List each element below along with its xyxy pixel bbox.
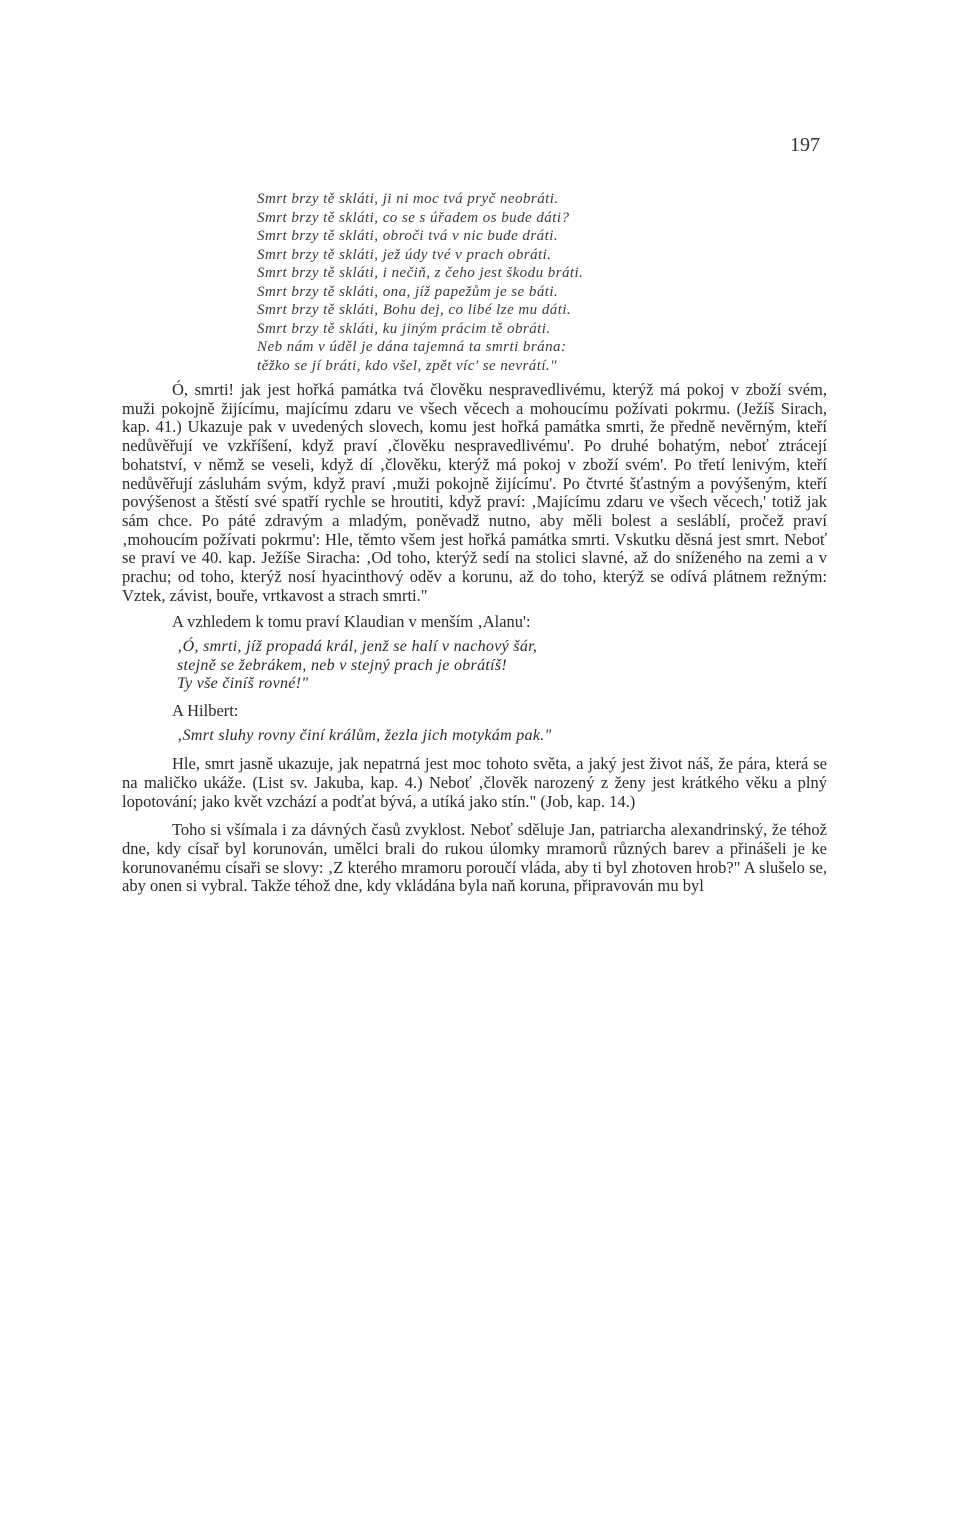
- page-number: 197: [790, 134, 820, 156]
- verse-line: Smrt brzy tě skláti, Bohu dej, co libé lze mu dáti.: [257, 302, 572, 318]
- quote-line: stejně se žebrákem, neb v stejný prach je obrátíš!: [177, 656, 508, 674]
- verse-line: těžko se jí bráti, kdo všel, zpět víc' se nevrátí.": [257, 357, 557, 374]
- verse-line: Smrt brzy tě skláti, co se s úřadem os bude dáti?: [257, 209, 570, 226]
- verse-line: Smrt brzy tě skláti, ona, jíž papežům je se báti.: [257, 283, 559, 300]
- verse-line: Smrt brzy tě skláti, jež údy tvé v prach obráti.: [257, 246, 552, 263]
- quote-hilbert: [177, 727, 827, 746]
- paragraph-vanity: Hle, smrt jasně ukazuje, jak nepatrná jest moc tohoto světa, a jaký jest život náš, že pára, která se na maličko ukáže. (List sv. Jakuba, kap. 4.) Neboť ‚člověk narozený z ženy jest krátkého věku a plný lopotování; jako květ vzchází a podťat bývá, a utíká jako stín." (Job, kap. 14.): [122, 754, 827, 811]
- page-body: [122, 190, 827, 896]
- intro-klaudian: A vzhledem k tomu praví Klaudian v menším ‚Alanu':: [172, 612, 531, 632]
- paragraph-death-memory: Ó, smrti! jak jest hořká památka tvá člověku nespravedlivému, kterýž má pokoj v zboží svém, muži pokojně žijícímu, majícímu zdaru ve všech věcech a mohoucímu požívati pokrmu. (Ježíš Sirach, kap. 41.) Ukazuje pak v uvedených slovech, komu jest hořká památka smrti, že předně nevěrným, kteří nedůvěřují ve vzkříšení, když praví ‚člověku nespravedlivému'. Po druhé bohatým, neboť ztrácejí bohatství, v němž se veseli, když dí ‚člověku, kterýž má pokoj v zboží svém'. Po třetí lenivým, kteří nedůvěřují zásluhám svým, když praví ‚muži pokojně žijícímu'. Po čtvrté šťastným a povýšeným, kteří povýšenost a štěstí své spatří rychle se hroutiti, když praví: ‚Majícímu zdaru ve všech věcech,' totiž jak sám chce. Po páté zdravým a mladým, poněvadž nutno, aby měli bolest a sesláblí, pročež praví ‚mohoucím požívati pokrmu': Hle, těmto všem jest hořká památka smrti. Vskutku děsná jest smrt. Neboť se praví ve 40. kap. Ježíše Siracha: ‚Od toho, kterýž sedí na stolici slavné, až do sníženého na zemi a v prachu; od toho, kterýž nosí hyacinthový oděv a korunu, až do toho, kterýž se odívá plátnem režným: Vztek, závist, bouře, vrtkavost a strach smrti.": [122, 380, 827, 605]
- paragraph-emperor: Toho si všímala i za dávných časů zvyklost. Neboť sděluje Jan, patriarcha alexandrinský, že téhož dne, kdy císař byl korunován, umělci brali do rukou úlomky mramorů různých barev a přinášeli je ke korunovanému císaři se slovy: ‚Z kterého mramoru poroučí vláda, aby ti byl zhotoven hrob?" A slušelo se, aby onen si vybral. Takže téhož dne, kdy vkládána byla naň koruna, připravován mu byl: [122, 820, 827, 896]
- quote-line: ‚Ó, smrti, jíž propadá král, jenž se halí v nachový šár,: [177, 638, 538, 656]
- verse-block: [257, 190, 827, 375]
- verse-line: Smrt brzy tě skláti, ji ni moc tvá pryč neobráti.: [257, 191, 559, 207]
- verse-line: Smrt brzy tě skláti, obroči tvá v nic bude dráti.: [257, 228, 559, 244]
- verse-line: Smrt brzy tě skláti, ku jiným prácim tě obráti.: [257, 320, 551, 337]
- intro-hilbert: A Hilbert:: [172, 700, 239, 720]
- quote-line: Ty vše činíš rovné!": [177, 675, 309, 693]
- verse-line: Smrt brzy tě skláti, i nečiň, z čeho jest škodu bráti.: [257, 265, 584, 281]
- quote-line: ‚Smrt sluhy rovny činí králům, žezla jich motykám pak.": [177, 726, 552, 744]
- verse-line: Neb nám v úděl je dána tajemná ta smrti brána:: [257, 339, 567, 355]
- quote-klaudian: [177, 638, 827, 694]
